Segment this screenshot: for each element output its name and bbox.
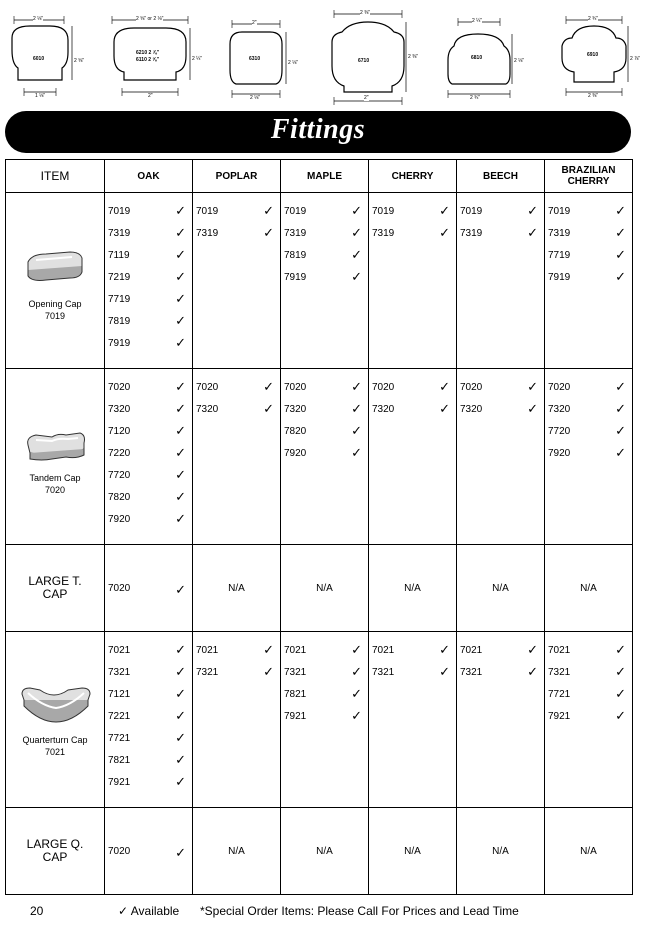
code-item xyxy=(372,401,450,426)
check-icon: ✓ xyxy=(263,379,274,394)
code-item xyxy=(108,774,186,799)
cell-brazilian-cherry xyxy=(545,632,633,808)
profile-code: 6310 xyxy=(249,56,261,62)
profile-6810 xyxy=(440,0,540,108)
code: 7020 xyxy=(372,382,395,393)
check-icon: ✓ xyxy=(351,686,362,701)
header-oak: OAK xyxy=(105,160,193,193)
cell-oak xyxy=(105,545,193,632)
code-list-poplar xyxy=(193,193,280,250)
check-icon: ✓ xyxy=(351,269,362,284)
code-item xyxy=(196,664,274,689)
code-item xyxy=(108,511,186,536)
code: 7721 xyxy=(548,689,571,700)
code-list-poplar xyxy=(193,369,280,426)
check-icon: ✓ xyxy=(615,642,626,657)
code: 7120 xyxy=(108,426,131,437)
code: 7019 xyxy=(284,206,307,217)
code: 7019 xyxy=(460,206,483,217)
code-list-oak xyxy=(105,193,192,360)
legend-special-order: *Special Order Items: Please Call For Prices and Lead Time xyxy=(200,904,519,918)
check-icon: ✓ xyxy=(439,642,450,657)
header-beech: BEECH xyxy=(457,160,545,193)
code: 7020 xyxy=(460,382,483,393)
header-brazilian-line1: BRAZILIAN xyxy=(561,165,616,176)
check-icon: ✓ xyxy=(351,664,362,679)
cell-beech xyxy=(457,632,545,808)
code: 7020 xyxy=(548,382,571,393)
code: 7920 xyxy=(548,448,571,459)
tandem-cap-illustration xyxy=(6,427,105,467)
check-icon: ✓ xyxy=(351,247,362,262)
profile-code: 6710 xyxy=(358,58,370,64)
profile-code: 6010 xyxy=(33,56,45,62)
code-list-beech xyxy=(457,193,544,250)
check-icon: ✓ xyxy=(615,401,626,416)
check-icon: ✓ xyxy=(175,511,186,526)
check-icon: ✓ xyxy=(351,445,362,460)
check-icon: ✓ xyxy=(175,730,186,745)
check-icon: ✓ xyxy=(175,664,186,679)
fittings-table xyxy=(5,159,633,895)
cell-oak xyxy=(105,808,193,895)
item-tandem-cap xyxy=(6,369,105,545)
na-label: N/A xyxy=(492,583,509,594)
check-icon: ✓ xyxy=(263,642,274,657)
profile-top-dim: 2 ¾" xyxy=(588,16,599,22)
check-icon: ✓ xyxy=(615,247,626,262)
profile-code: 6810 xyxy=(471,55,483,61)
cell-beech xyxy=(457,193,545,369)
code: 7321 xyxy=(284,667,307,678)
profile-bottom-dim: 2 ¾" xyxy=(470,95,481,101)
code: 7019 xyxy=(108,206,131,217)
code: 7319 xyxy=(284,228,307,239)
check-icon: ✓ xyxy=(263,203,274,218)
profile-shape-6910 xyxy=(552,0,655,108)
check-icon: ✓ xyxy=(175,642,186,657)
item-number: 7020 xyxy=(44,485,66,495)
profile-top-dim: 2 ¼" xyxy=(472,18,483,24)
profile-shape-6010 xyxy=(0,0,100,108)
table-row xyxy=(6,193,633,369)
check-icon: ✓ xyxy=(175,582,186,597)
profile-6310 xyxy=(218,0,318,108)
item-large-q-cap xyxy=(6,808,105,895)
check-icon: ✓ xyxy=(175,774,186,789)
profile-side-dim: 2 ⅛" xyxy=(288,60,299,66)
check-icon: ✓ xyxy=(439,379,450,394)
item-name: Quarterturn Cap xyxy=(22,735,88,745)
code: 7820 xyxy=(108,492,131,503)
code: 7321 xyxy=(372,667,395,678)
check-icon: ✓ xyxy=(439,203,450,218)
check-icon: ✓ xyxy=(175,225,186,240)
code: 7919 xyxy=(108,338,131,349)
check-icon: ✓ xyxy=(615,664,626,679)
code: 7320 xyxy=(548,404,571,415)
check-icon: ✓ xyxy=(175,291,186,306)
check-icon: ✓ xyxy=(263,225,274,240)
cell-cherry xyxy=(369,632,457,808)
code-item xyxy=(460,401,538,426)
cell-cherry xyxy=(369,369,457,545)
code-list-beech xyxy=(457,632,544,689)
cell-poplar xyxy=(193,193,281,369)
item-large-t-cap xyxy=(6,545,105,632)
item-number: 7019 xyxy=(44,311,66,321)
check-icon: ✓ xyxy=(615,225,626,240)
code-item xyxy=(284,269,362,294)
code: 7319 xyxy=(372,228,395,239)
code: 7021 xyxy=(460,645,483,656)
cell-maple xyxy=(281,808,369,895)
check-icon: ✓ xyxy=(527,642,538,657)
item-quarterturn-cap xyxy=(6,632,105,808)
code: 7019 xyxy=(196,206,219,217)
na-label: N/A xyxy=(228,583,245,594)
cell-maple xyxy=(281,545,369,632)
check-icon: ✓ xyxy=(175,335,186,350)
code-list-brazilian xyxy=(545,193,632,294)
code-item xyxy=(284,708,362,733)
table-row xyxy=(6,369,633,545)
item-name-line2: CAP xyxy=(42,850,68,864)
code-item xyxy=(548,708,626,733)
check-icon: ✓ xyxy=(175,445,186,460)
code: 7021 xyxy=(372,645,395,656)
profile-code-line2: 6110 2 ⅝" xyxy=(136,57,159,63)
code-list-cherry xyxy=(369,369,456,426)
check-icon: ✓ xyxy=(615,708,626,723)
check-icon: ✓ xyxy=(175,313,186,328)
na-label: N/A xyxy=(316,846,333,857)
header-poplar: POPLAR xyxy=(193,160,281,193)
header-brazilian-cherry xyxy=(545,160,633,193)
check-icon: ✓ xyxy=(615,269,626,284)
check-icon: ✓ xyxy=(175,423,186,438)
profile-6010 xyxy=(0,0,100,108)
cell-maple xyxy=(281,632,369,808)
code-list-maple xyxy=(281,632,368,733)
code: 7019 xyxy=(548,206,571,217)
profile-top-dim: 2 ⅜" xyxy=(360,10,371,16)
code: 7719 xyxy=(548,250,571,261)
check-icon: ✓ xyxy=(263,401,274,416)
code-list-maple xyxy=(281,369,368,470)
cell-poplar xyxy=(193,808,281,895)
code: 7321 xyxy=(548,667,571,678)
check-icon: ✓ xyxy=(175,203,186,218)
code-item xyxy=(196,225,274,250)
check-icon: ✓ xyxy=(527,379,538,394)
code-list-brazilian xyxy=(545,632,632,733)
code: 7819 xyxy=(108,316,131,327)
code: 7821 xyxy=(108,755,131,766)
code: 7020 xyxy=(108,846,131,857)
check-icon: ✓ xyxy=(351,401,362,416)
code: 7921 xyxy=(284,711,307,722)
code-item xyxy=(196,401,274,426)
profile-side-dim: 2 ⅜" xyxy=(408,54,419,60)
cell-oak xyxy=(105,369,193,545)
cell-poplar xyxy=(193,545,281,632)
code-item xyxy=(460,664,538,689)
profile-top-dim: 2" xyxy=(252,20,257,26)
code: 7319 xyxy=(196,228,219,239)
code-item xyxy=(548,269,626,294)
code-list-oak xyxy=(105,369,192,536)
check-icon: ✓ xyxy=(175,845,186,860)
profile-bottom-dim: 2 ⅜" xyxy=(588,93,599,99)
check-icon: ✓ xyxy=(527,203,538,218)
item-name-line1: LARGE T. xyxy=(28,574,82,588)
code: 7919 xyxy=(548,272,571,283)
cell-brazilian-cherry xyxy=(545,808,633,895)
cell-poplar xyxy=(193,632,281,808)
profile-shape-6810 xyxy=(440,0,540,108)
check-icon: ✓ xyxy=(439,225,450,240)
table-row xyxy=(6,808,633,895)
check-icon: ✓ xyxy=(175,269,186,284)
check-icon: ✓ xyxy=(175,467,186,482)
code: 7320 xyxy=(196,404,219,415)
section-title: Fittings xyxy=(270,114,366,145)
cell-oak xyxy=(105,632,193,808)
code: 7721 xyxy=(108,733,131,744)
profile-top-dim: 2 ⅝" or 2 ⅛" xyxy=(136,16,164,22)
code-item xyxy=(372,225,450,250)
code-list-cherry xyxy=(369,193,456,250)
code: 7321 xyxy=(196,667,219,678)
code: 7819 xyxy=(284,250,307,261)
check-icon: ✓ xyxy=(175,708,186,723)
opening-cap-illustration xyxy=(6,248,105,288)
profile-side-dim: 2 ⅝" xyxy=(74,58,85,64)
check-icon: ✓ xyxy=(615,423,626,438)
na-label: N/A xyxy=(580,846,597,857)
check-icon: ✓ xyxy=(175,489,186,504)
code: 7219 xyxy=(108,272,131,283)
table-row xyxy=(6,545,633,632)
cell-poplar xyxy=(193,369,281,545)
na-label: N/A xyxy=(228,846,245,857)
handrail-profiles xyxy=(0,0,655,108)
profile-code: 6910 xyxy=(587,52,599,58)
code: 7220 xyxy=(108,448,131,459)
check-icon: ✓ xyxy=(439,664,450,679)
cell-cherry xyxy=(369,545,457,632)
cell-cherry xyxy=(369,808,457,895)
profile-6210-6110 xyxy=(100,0,210,108)
cell-cherry xyxy=(369,193,457,369)
code: 7720 xyxy=(108,470,131,481)
check-icon: ✓ xyxy=(351,379,362,394)
check-icon: ✓ xyxy=(351,203,362,218)
code: 7020 xyxy=(108,583,131,594)
code-list-poplar xyxy=(193,632,280,689)
header-maple: MAPLE xyxy=(281,160,369,193)
code-list-maple xyxy=(281,193,368,294)
profile-bottom-dim: 2" xyxy=(148,93,153,99)
code: 7319 xyxy=(460,228,483,239)
check-icon: ✓ xyxy=(175,752,186,767)
code: 7019 xyxy=(372,206,395,217)
code: 7021 xyxy=(108,645,131,656)
profile-bottom-dim: 1 ⅛" xyxy=(35,93,46,99)
check-icon: ✓ xyxy=(527,664,538,679)
code-list-brazilian xyxy=(545,369,632,470)
code-item xyxy=(460,225,538,250)
code: 7321 xyxy=(108,667,131,678)
code: 7320 xyxy=(372,404,395,415)
check-icon: ✓ xyxy=(527,401,538,416)
check-icon: ✓ xyxy=(615,686,626,701)
code-item xyxy=(548,445,626,470)
quarterturn-cap-illustration xyxy=(6,682,105,728)
check-icon: ✓ xyxy=(527,225,538,240)
cell-brazilian-cherry xyxy=(545,369,633,545)
profile-side-dim: 2 ¼" xyxy=(192,56,203,62)
check-icon: ✓ xyxy=(175,401,186,416)
code: 7921 xyxy=(548,711,571,722)
code: 7221 xyxy=(108,711,131,722)
legend-available: ✓ Available xyxy=(118,904,180,918)
code-list-oak xyxy=(105,632,192,799)
table-row xyxy=(6,632,633,808)
code: 7719 xyxy=(108,294,131,305)
check-icon: ✓ xyxy=(351,423,362,438)
code: 7320 xyxy=(284,404,307,415)
profile-shape-6310 xyxy=(218,0,318,108)
code: 7121 xyxy=(108,689,131,700)
code: 7321 xyxy=(460,667,483,678)
code: 7821 xyxy=(284,689,307,700)
profile-6910 xyxy=(552,0,655,108)
check-icon: ✓ xyxy=(439,401,450,416)
code: 7320 xyxy=(108,404,131,415)
cell-brazilian-cherry xyxy=(545,545,633,632)
code: 7920 xyxy=(284,448,307,459)
code: 7319 xyxy=(548,228,571,239)
na-label: N/A xyxy=(580,583,597,594)
table-header-row xyxy=(6,160,633,193)
cell-maple xyxy=(281,369,369,545)
code-item xyxy=(284,445,362,470)
na-label: N/A xyxy=(404,583,421,594)
code: 7820 xyxy=(284,426,307,437)
item-name: Tandem Cap xyxy=(29,473,81,483)
profile-code-line1: 6210 2 ⅞" xyxy=(136,50,160,56)
code: 7021 xyxy=(196,645,219,656)
header-item: ITEM xyxy=(6,160,105,193)
code-list-cherry xyxy=(369,632,456,689)
code: 7720 xyxy=(548,426,571,437)
check-icon: ✓ xyxy=(175,247,186,262)
code: 7920 xyxy=(108,514,131,525)
code: 7320 xyxy=(460,404,483,415)
code: 7021 xyxy=(548,645,571,656)
check-icon: ✓ xyxy=(175,686,186,701)
item-name-line2: CAP xyxy=(42,587,68,601)
cell-oak xyxy=(105,193,193,369)
check-icon: ✓ xyxy=(615,445,626,460)
header-brazilian-line2: CHERRY xyxy=(567,176,610,187)
profile-bottom-dim: 2 ⅛" xyxy=(250,95,261,101)
item-name-line1: LARGE Q. xyxy=(26,837,84,851)
code: 7020 xyxy=(196,382,219,393)
check-icon: ✓ xyxy=(263,664,274,679)
header-cherry: CHERRY xyxy=(369,160,457,193)
cell-maple xyxy=(281,193,369,369)
cell-beech xyxy=(457,808,545,895)
code-list-beech xyxy=(457,369,544,426)
na-label: N/A xyxy=(492,846,509,857)
code: 7919 xyxy=(284,272,307,283)
code: 7119 xyxy=(108,250,130,261)
section-banner xyxy=(5,111,631,153)
code-item xyxy=(372,664,450,689)
cell-beech xyxy=(457,545,545,632)
cell-beech xyxy=(457,369,545,545)
check-icon: ✓ xyxy=(351,642,362,657)
code: 7319 xyxy=(108,228,131,239)
item-opening-cap xyxy=(6,193,105,369)
code: 7921 xyxy=(108,777,131,788)
check-icon: ✓ xyxy=(351,708,362,723)
item-number: 7021 xyxy=(44,747,66,757)
cell-brazilian-cherry xyxy=(545,193,633,369)
profile-top-dim: 2 ⅛" xyxy=(33,16,44,22)
code: 7020 xyxy=(284,382,307,393)
check-icon: ✓ xyxy=(175,379,186,394)
profile-6710 xyxy=(320,0,430,108)
profile-side-dim: 2 ⅛" xyxy=(514,58,525,64)
check-icon: ✓ xyxy=(615,203,626,218)
check-icon: ✓ xyxy=(615,379,626,394)
na-label: N/A xyxy=(404,846,421,857)
na-label: N/A xyxy=(316,583,333,594)
code-item xyxy=(108,335,186,360)
item-name: Opening Cap xyxy=(28,299,82,309)
profile-bottom-dim: 2" xyxy=(364,95,369,101)
profile-side-dim: 2 ⅞" xyxy=(630,56,641,62)
check-icon: ✓ xyxy=(351,225,362,240)
code: 7021 xyxy=(284,645,307,656)
code: 7020 xyxy=(108,382,131,393)
page-number: 20 xyxy=(30,904,44,918)
